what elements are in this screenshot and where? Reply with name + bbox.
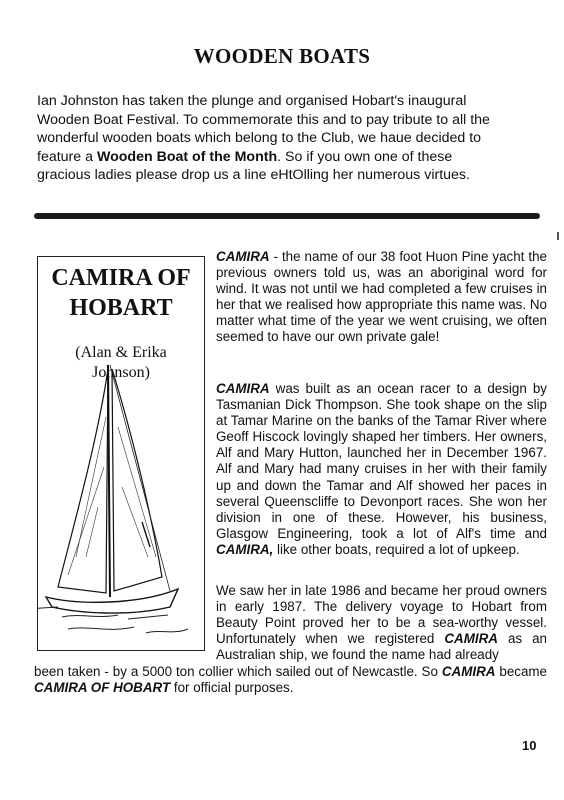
feature-box [37,256,205,651]
owners-line: (Alan & Erika [75,344,167,361]
article-paragraph [216,583,547,663]
feature-title-line: HOBART [69,295,173,321]
intro-text: feature a [37,148,97,165]
feature-box-owners [38,343,204,383]
intro-line: wonderful wooden boats which belong to the Club, we haue decided to [37,130,482,146]
paragraph-text: We saw her in late 1986 and became her proud owners in early 1987. The delivery voyage to Hobart from Beauty Point proved her to be a sea-worthy vessel. Unfortunately when we registered [216,583,547,647]
intro-bold-text: Wooden Boat of the Month [96,148,278,165]
article-paragraph [216,381,547,558]
boat-name: CAMIRA [216,381,270,396]
paragraph-text: like other boats, required a lot of upkeep. [273,541,520,557]
paragraph-text: was built as an ocean racer to a design by Tasmanian Dick Thompson. She took shape on the slip at Tamar Marine on the banks of the Tamar River where Geoff Hiscock lovingly shaped her timbers. Her owners, Alf and Mary Hutton, launched her in December 1967. Alf and Mary had many cruises in her with their family up and down the Tamar and Alf showed her paces in several Queenscliffe to Devonport races. She won her division in one of these. However, his business, Glasgow Engineering, took a lot of Alf's time and [216,381,547,541]
feature-title-line: CAMIRA OF [51,265,191,291]
boat-name: CAMIRA, [216,541,274,557]
intro-line: gracious ladies please drop us a line eHtOlling her numerous virtues. [37,167,470,183]
sailboat-illustration-icon [38,257,206,652]
owners-line: Johnson) [92,364,150,381]
article-paragraph [216,249,547,346]
boat-name: CAMIRA [444,631,498,647]
paragraph-text: - the name of our 38 foot Huon Pine yacht the previous owners told us, was an aboriginal word for wind. It was not until we had completed a few cruises in her that we realised how appropriate this name was. No matter what time of the year we went cruising, we often seemed to have our own private gale! [216,249,547,345]
paragraph-text: for official purposes. [170,680,294,696]
page-title: WOODEN BOATS [193,44,371,68]
intro-line: Ian Johnston has taken the plunge and organised Hobart's inaugural [37,93,467,109]
page-number: 10 [522,738,537,753]
boat-name: CAMIRA OF HOBART [34,680,171,696]
scan-mark [557,232,559,240]
article-paragraph-continued [34,664,547,696]
paragraph-text: became [495,664,548,679]
paragraph-text: been taken - by a 5000 ton collier which sailed out of Newcastle. So [34,664,442,679]
intro-line: Wooden Boat Festival. To commemorate this and to pay tribute to all the [37,111,490,128]
section-divider [34,213,540,219]
paragraph-text: as an Australian ship, we found the name had already [216,631,547,663]
boat-name: CAMIRA [441,664,496,679]
intro-text: . So if you own one of these [277,148,453,165]
boat-name: CAMIRA [216,249,270,264]
intro-paragraph [37,92,537,185]
intro-line [37,148,537,167]
